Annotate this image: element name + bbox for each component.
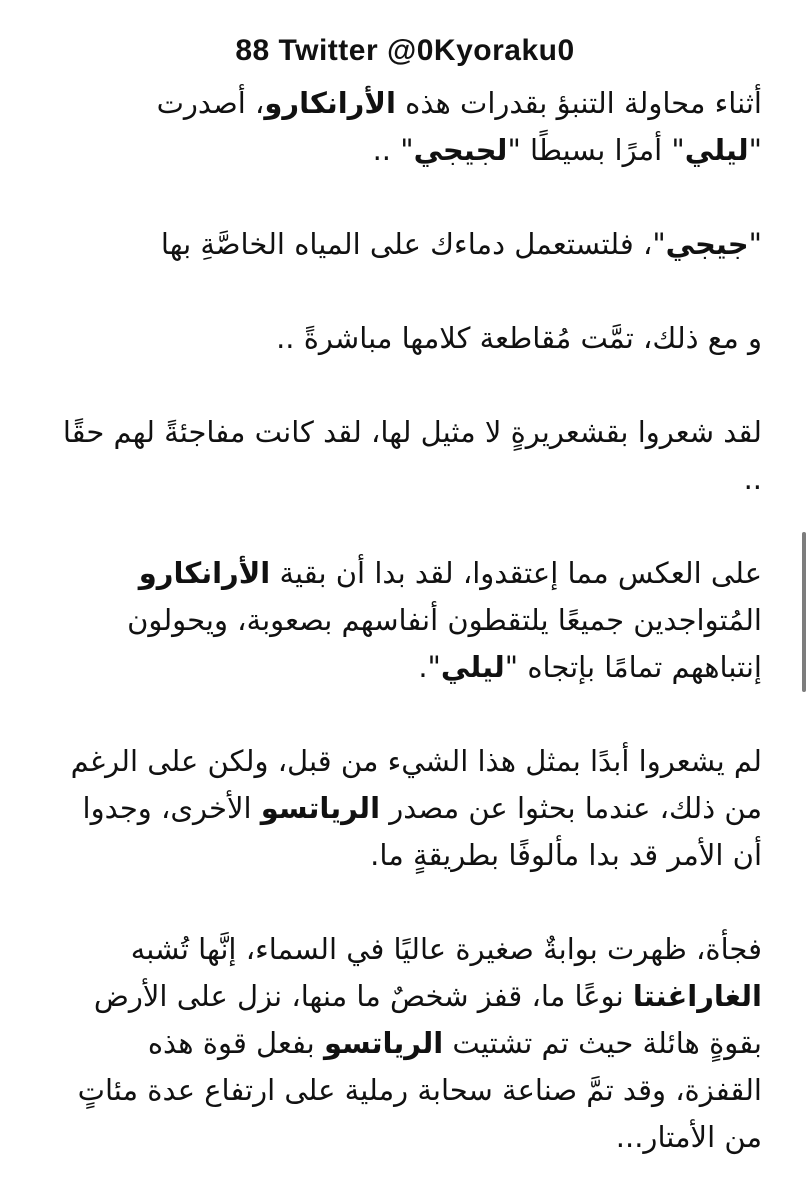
paragraph-4	[62, 409, 762, 503]
text-run: لقد شعروا بقشعريرةٍ لا مثيل لها، لقد كانت مفاجئةً لهم حقًا ..	[62, 415, 762, 496]
text-run: "، فلتستعمل دماءك على المياه الخاصَّةِ بها	[160, 227, 666, 261]
text-run: "	[748, 227, 762, 261]
text-run: أثناء محاولة التنبؤ بقدرات هذه	[395, 86, 762, 120]
name-arrancar: الأرانكارو	[264, 86, 396, 120]
paragraph-1	[62, 80, 762, 174]
text-run: ، أصدرت	[156, 86, 265, 120]
name-lily: ليلي	[440, 650, 505, 684]
text-run: " أمرًا بسيطًا "	[507, 133, 685, 167]
name-gigi: جيجي	[665, 227, 749, 261]
paragraph-2	[62, 221, 762, 268]
text-run: فجأة، ظهرت بوابةٌ صغيرة عاليًا في السماء، إنَّها تُشبه	[130, 932, 762, 966]
name-lily: ليلي	[684, 133, 749, 167]
text-run: بفعل قوة هذه القفزة، وقد تمَّ صناعة سحابة رملية على ارتفاع عدة مئاتٍ من الأمتار...	[77, 1026, 762, 1154]
paragraph-6	[62, 738, 762, 879]
text-run: و مع ذلك، تمَّت مُقاطعة كلامها مباشرةً ..	[276, 321, 762, 355]
text-run: على العكس مما إعتقدوا، لقد بدا أن بقية	[270, 556, 762, 590]
text-run: الأخرى، وجدوا أن الأمر قد بدا مألوفًا بطريقةٍ ما.	[82, 791, 762, 872]
text-run: " ..	[372, 133, 414, 167]
text-run: "	[748, 133, 762, 167]
paragraph-5	[62, 550, 762, 691]
paragraph-3	[62, 315, 762, 362]
post-header: 88 Twitter @0Kyoraku0	[235, 34, 575, 67]
name-arrancar: الأرانكارو	[138, 556, 271, 590]
text-run: لم يشعروا أبدًا بمثل هذا الشيء من قبل، ولكن على الرغم من ذلك، عندما بحثوا عن مصدر	[70, 744, 762, 825]
text-run: نوعًا ما، قفز شخصٌ ما منها، نزل على الأرض بقوةٍ هائلة حيث تم تشتيت	[93, 979, 762, 1060]
scrollbar-thumb[interactable]	[802, 532, 806, 692]
paragraph-7	[62, 926, 762, 1161]
term-garganta: الغاراغنتا	[632, 979, 762, 1013]
term-reiatsu: الرياتسو	[323, 1026, 444, 1060]
text-run: ".	[418, 650, 441, 684]
term-reiatsu: الرياتسو	[260, 791, 381, 825]
story-text	[62, 80, 762, 1161]
name-gigi: لجيجي	[413, 133, 508, 167]
text-run: المُتواجدين جميعًا يلتقطون أنفاسهم بصعوبة، ويحولون إنتباههم تمامًا بإتجاه "	[127, 603, 762, 684]
